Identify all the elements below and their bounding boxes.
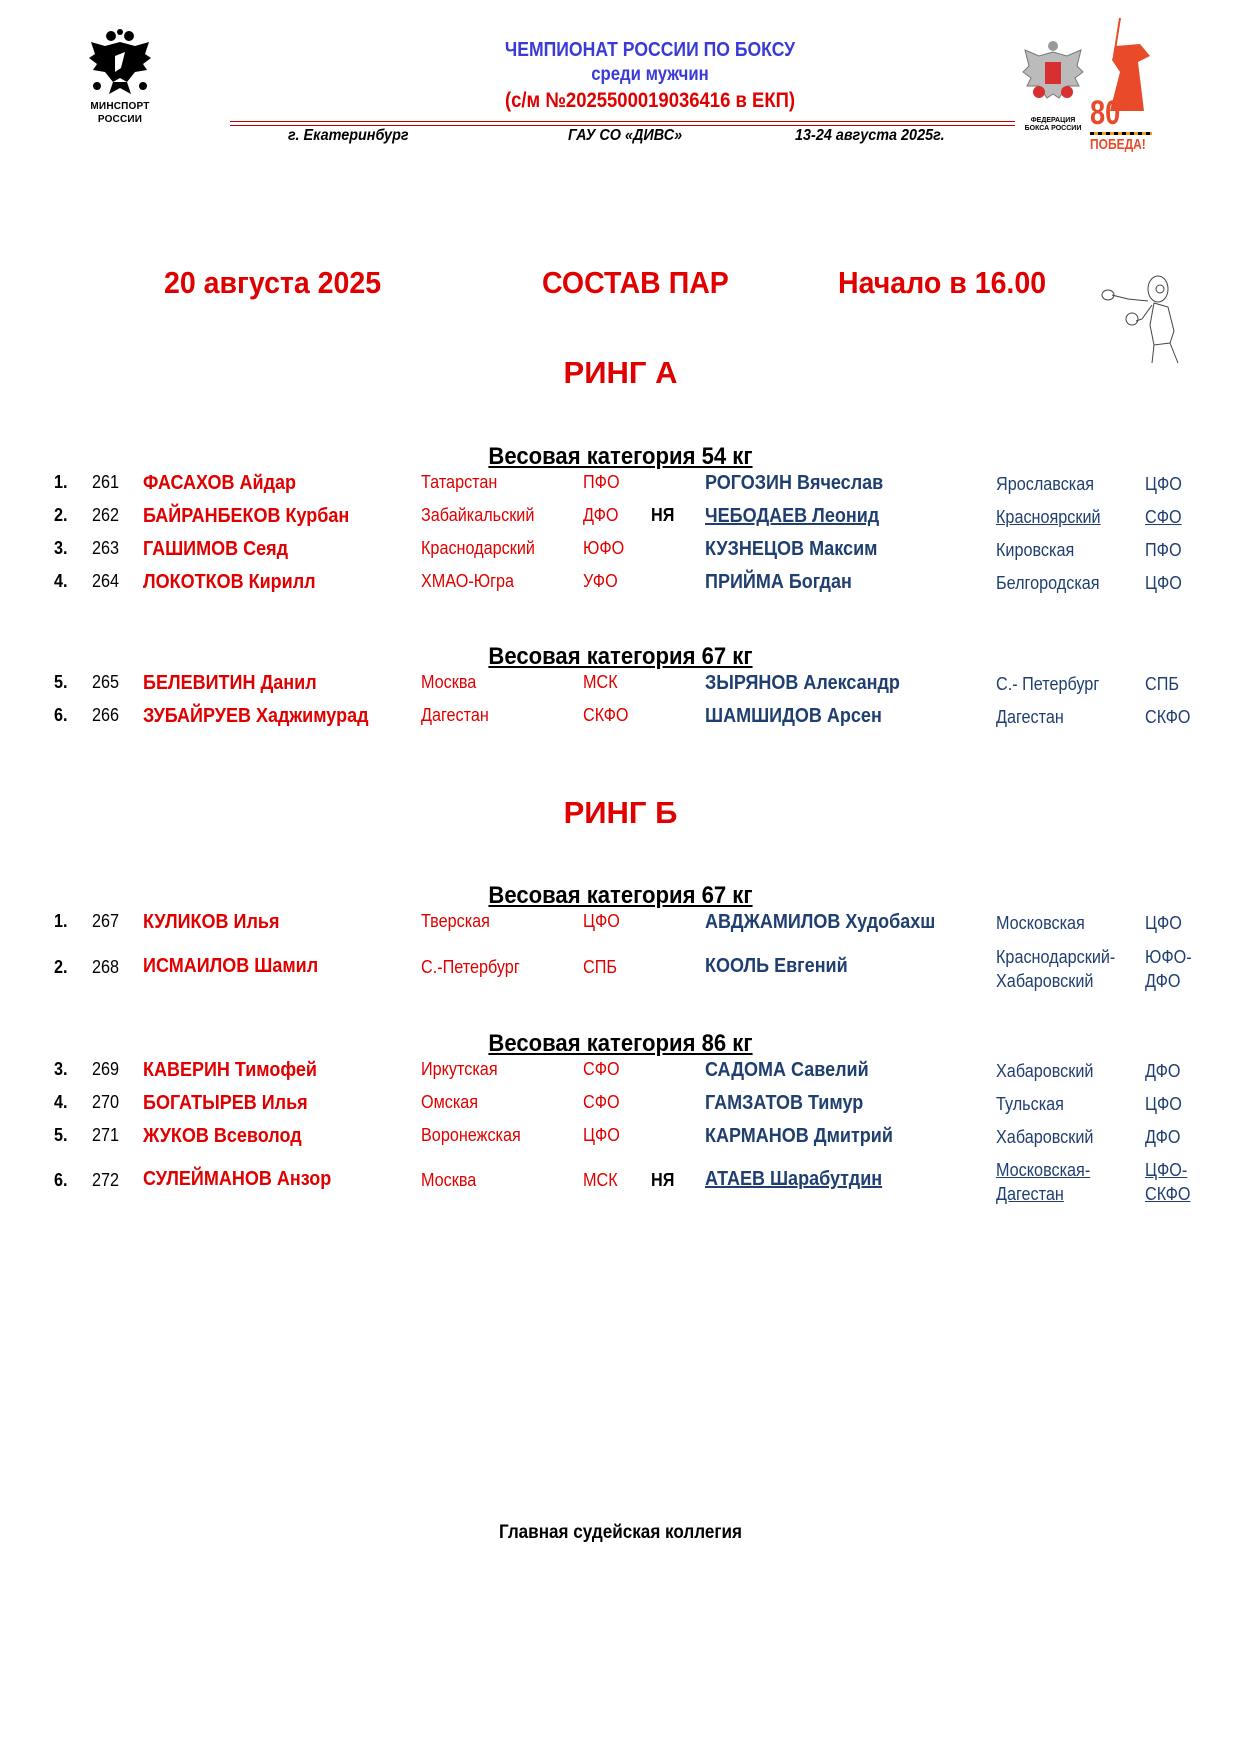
red-corner-district: ЮФО — [583, 538, 625, 558]
blue-corner-region: Тульская — [996, 1094, 1064, 1114]
red-corner-region: С.-Петербург — [421, 957, 520, 977]
red-corner-name: ФАСАХОВ Айдар — [143, 472, 297, 494]
blue-corner-name: КООЛЬ Евгений — [705, 955, 848, 977]
title-line-3: (с/м №2025500019036416 в ЕКП) — [504, 89, 796, 112]
red-corner-name: КУЛИКОВ Илья — [143, 911, 280, 933]
bout-row — [0, 705, 1241, 738]
blue-corner-name: САДОМА Савелий — [705, 1059, 869, 1081]
red-corner-district: ПФО — [583, 472, 620, 492]
bout-id: 267 — [92, 911, 120, 931]
bout-row — [0, 672, 1241, 705]
bout-id: 261 — [92, 472, 120, 492]
minsport-logo — [80, 28, 160, 136]
blue-corner-region-line1: Краснодарский- — [996, 947, 1116, 967]
bout-id: 265 — [92, 672, 120, 692]
blue-corner-district: СПБ — [1145, 674, 1179, 694]
bout-row — [0, 1059, 1241, 1092]
red-corner-district: СПБ — [583, 957, 617, 977]
red-corner-name: ЗУБАЙРУЕВ Хаджимурад — [143, 705, 369, 727]
chief-judges-signature: Главная судейская коллегия — [498, 1522, 743, 1543]
championship-title — [430, 37, 870, 114]
blue-corner-district: ЦФО — [1145, 1094, 1182, 1114]
bout-number: 3. — [54, 538, 68, 558]
blue-corner-region: Кировская — [996, 540, 1075, 560]
bout-id: 262 — [92, 505, 120, 525]
blue-corner-region: Дагестан — [996, 707, 1064, 727]
bout-number: 1. — [54, 472, 68, 492]
federation-caption-2: БОКСА РОССИИ — [1024, 125, 1082, 132]
red-corner-region: Татарстан — [421, 472, 498, 492]
page-title: СОСТАВ ПАР — [542, 265, 729, 300]
bout-number: 4. — [54, 571, 68, 591]
bout-date: 20 августа 2025 — [164, 265, 382, 300]
red-corner-name: ЖУКОВ Всеволод — [143, 1125, 302, 1147]
red-corner-name: ЛОКОТКОВ Кирилл — [143, 571, 316, 593]
red-corner-district: МСК — [583, 672, 618, 692]
red-corner-district: ЦФО — [583, 911, 620, 931]
blue-corner-region: Ярославская — [996, 474, 1095, 494]
blue-corner-district-line1-link[interactable]: ЦФО- — [1145, 1160, 1188, 1180]
bout-id: 269 — [92, 1059, 120, 1079]
red-corner-name: КАВЕРИН Тимофей — [143, 1059, 317, 1081]
event-dates: 13-24 августа 2025г. — [795, 127, 945, 144]
bout-row — [0, 1158, 1241, 1206]
red-corner-name: БОГАТЫРЕВ Илья — [143, 1092, 308, 1114]
blue-corner-district-line1: ЮФО- — [1145, 947, 1192, 967]
st-george-ribbon — [1090, 132, 1152, 135]
bout-id: 266 — [92, 705, 120, 725]
bout-number: 2. — [54, 957, 68, 977]
bout-row — [0, 505, 1241, 538]
red-corner-district: СФО — [583, 1059, 620, 1079]
blue-corner-district-link[interactable]: СФО — [1145, 507, 1182, 527]
bout-number: 5. — [54, 672, 68, 692]
bout-row — [0, 538, 1241, 571]
bout-id: 268 — [92, 957, 120, 977]
header-divider — [230, 121, 1015, 126]
title-line-2: среди мужчин — [591, 64, 709, 85]
boxing-federation-logo — [1018, 40, 1088, 135]
blue-corner-region-link[interactable]: Красноярский — [996, 507, 1101, 527]
ring-a-weight-54: Весовая категория 54 кг — [488, 443, 753, 470]
venue: ГАУ СО «ДИВС» — [568, 127, 683, 144]
minsport-caption-1: МИНСПОРТ — [90, 101, 150, 112]
victory-text: ПОБЕДА! — [1090, 136, 1146, 153]
red-corner-district: УФО — [583, 571, 618, 591]
red-corner-region: Тверская — [421, 911, 490, 931]
bout-number: 4. — [54, 1092, 68, 1112]
blue-corner-name: АВДЖАМИЛОВ Худобахш — [705, 911, 936, 933]
ring-b-weight-86: Весовая категория 86 кг — [488, 1030, 753, 1057]
red-corner-district: ЦФО — [583, 1125, 620, 1145]
blue-corner-district: ПФО — [1145, 540, 1182, 560]
blue-corner-region: Хабаровский — [996, 1061, 1094, 1081]
blue-corner-district-line2: ДФО — [1145, 971, 1181, 991]
red-corner-name: БЕЛЕВИТИН Данил — [143, 672, 317, 694]
blue-corner-name: КУЗНЕЦОВ Максим — [705, 538, 878, 560]
federation-eagle-icon — [1021, 40, 1085, 112]
bout-number: 6. — [54, 705, 68, 725]
city: г. Екатеринбург — [288, 127, 409, 144]
red-corner-district: СФО — [583, 1092, 620, 1112]
blue-corner-region-line1-link[interactable]: Московская- — [996, 1160, 1091, 1180]
red-corner-region: ХМАО-Югра — [421, 571, 515, 591]
blue-corner-district-line2-link[interactable]: СКФО — [1145, 1184, 1191, 1204]
victory-number: 80 — [1090, 94, 1121, 132]
blue-corner-region: С.- Петербург — [996, 674, 1100, 694]
blue-corner-name: ГАМЗАТОВ Тимур — [705, 1092, 864, 1114]
bout-row — [0, 472, 1241, 505]
blue-corner-region-line2: Хабаровский — [996, 971, 1094, 991]
bout-row — [0, 945, 1241, 993]
red-corner-district: СКФО — [583, 705, 629, 725]
red-corner-region: Иркутская — [421, 1059, 498, 1079]
red-corner-region: Дагестан — [421, 705, 489, 725]
boxer-sketch-icon — [1098, 275, 1194, 367]
no-show-badge: НЯ — [651, 1170, 675, 1190]
bout-number: 2. — [54, 505, 68, 525]
blue-corner-region: Хабаровский — [996, 1127, 1094, 1147]
bout-number: 6. — [54, 1170, 68, 1190]
red-corner-name: СУЛЕЙМАНОВ Анзор — [143, 1168, 332, 1190]
victory-80-logo — [1090, 16, 1160, 156]
bout-id: 271 — [92, 1125, 120, 1145]
start-time: Начало в 16.00 — [838, 265, 1047, 300]
blue-corner-name: ШАМШИДОВ Арсен — [705, 705, 882, 727]
ring-b-title: РИНГ Б — [563, 795, 678, 830]
blue-corner-name: КАРМАНОВ Дмитрий — [705, 1125, 893, 1147]
blue-corner-district: ЦФО — [1145, 573, 1182, 593]
red-corner-district: ДФО — [583, 505, 619, 525]
blue-corner-region: Белгородская — [996, 573, 1100, 593]
bout-id: 270 — [92, 1092, 120, 1112]
blue-corner-district: ЦФО — [1145, 474, 1182, 494]
federation-caption-1: ФЕДЕРАЦИЯ — [1030, 117, 1076, 124]
red-corner-district: МСК — [583, 1170, 618, 1190]
red-corner-name: ИСМАИЛОВ Шамил — [143, 955, 319, 977]
ring-a-weight-67: Весовая категория 67 кг — [488, 643, 753, 670]
minsport-caption-2: РОССИИ — [97, 114, 143, 125]
double-headed-eagle-icon — [85, 28, 155, 100]
bout-row — [0, 911, 1241, 944]
red-corner-name: БАЙРАНБЕКОВ Курбан — [143, 505, 350, 527]
ring-a-title: РИНГ А — [563, 355, 678, 390]
blue-corner-name: РОГОЗИН Вячеслав — [705, 472, 884, 494]
title-line-1: ЧЕМПИОНАТ РОССИИ ПО БОКСУ — [504, 39, 796, 61]
blue-corner-name-link[interactable]: ЧЕБОДАЕВ Леонид — [705, 505, 880, 527]
bout-id: 264 — [92, 571, 120, 591]
blue-corner-name: ПРИЙМА Богдан — [705, 571, 852, 593]
bout-row — [0, 1092, 1241, 1125]
bout-number: 3. — [54, 1059, 68, 1079]
blue-corner-name: ЗЫРЯНОВ Александр — [705, 672, 900, 694]
bout-id: 272 — [92, 1170, 120, 1190]
red-corner-region: Воронежская — [421, 1125, 521, 1145]
bout-number: 5. — [54, 1125, 68, 1145]
bout-number: 1. — [54, 911, 68, 931]
red-corner-region: Краснодарский — [421, 538, 535, 558]
blue-corner-region: Московская — [996, 913, 1085, 933]
blue-corner-district: ДФО — [1145, 1127, 1181, 1147]
bout-row — [0, 571, 1241, 604]
blue-corner-name-link[interactable]: АТАЕВ Шарабутдин — [705, 1168, 883, 1190]
bout-row — [0, 1125, 1241, 1158]
blue-corner-district: ЦФО — [1145, 913, 1182, 933]
blue-corner-region-line2-link[interactable]: Дагестан — [996, 1184, 1064, 1204]
red-corner-name: ГАШИМОВ Сеяд — [143, 538, 289, 560]
bout-id: 263 — [92, 538, 120, 558]
red-corner-region: Омская — [421, 1092, 479, 1112]
blue-corner-district: ДФО — [1145, 1061, 1181, 1081]
ring-b-weight-67: Весовая категория 67 кг — [488, 882, 753, 909]
blue-corner-district: СКФО — [1145, 707, 1191, 727]
red-corner-region: Москва — [421, 1170, 477, 1190]
red-corner-region: Москва — [421, 672, 477, 692]
red-corner-region: Забайкальский — [421, 505, 535, 525]
no-show-badge: НЯ — [651, 505, 675, 525]
